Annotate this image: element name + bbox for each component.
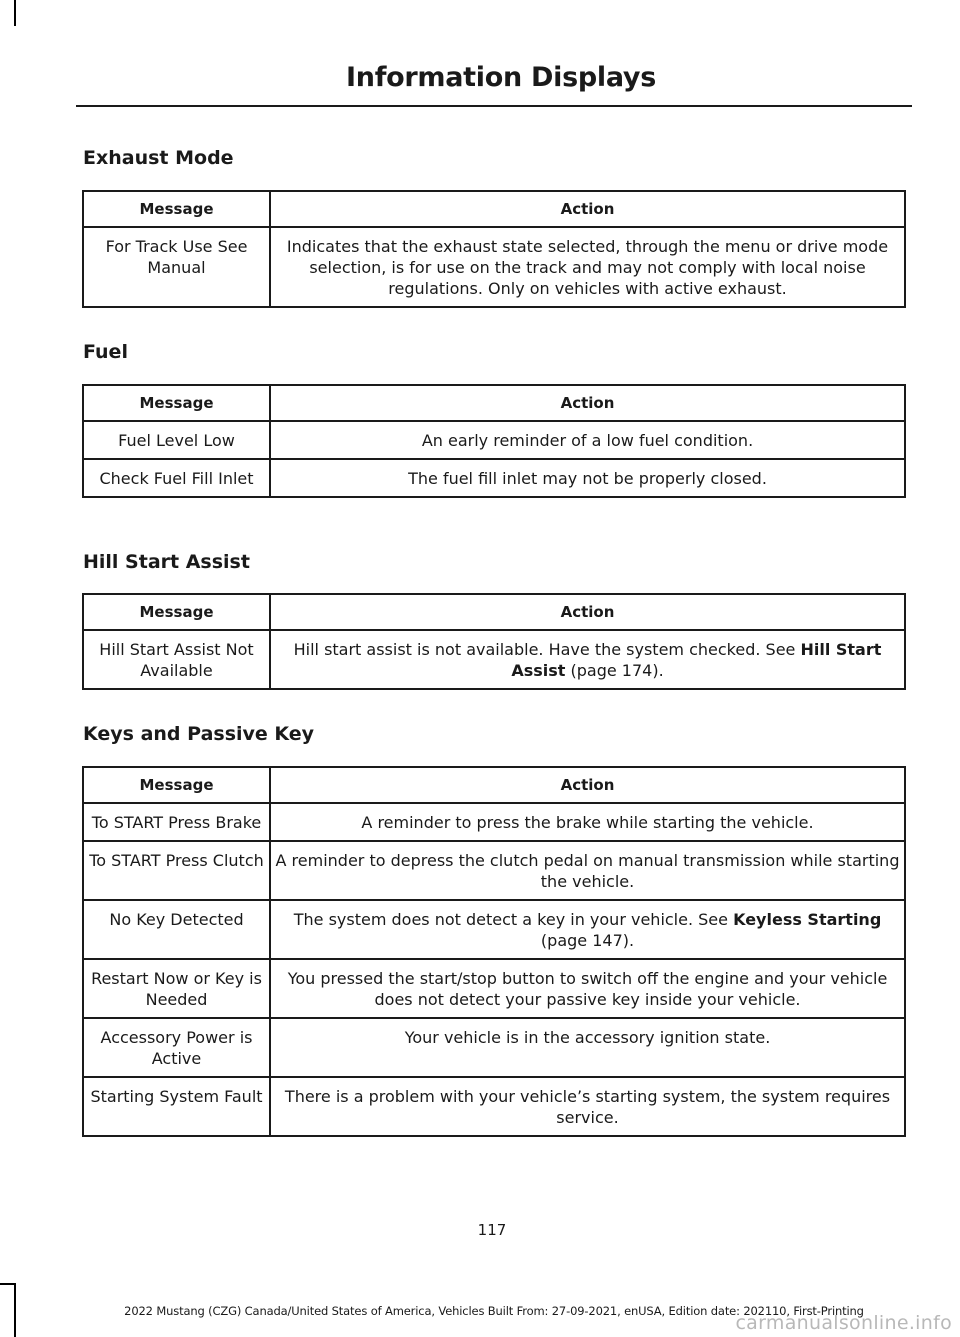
page-reference: (page 174). <box>565 661 664 680</box>
footer-text: 2022 Mustang (CZG) Canada/United States of America, Vehicles Built From: 27-09-2021, enUSA, Edition date: 202110, First-Printing <box>124 1304 864 1318</box>
message-cell: Starting System Fault <box>83 1077 270 1136</box>
table-row <box>83 1018 905 1077</box>
message-cell: For Track Use See Manual <box>83 227 270 307</box>
section-heading-exhaust-mode: Exhaust Mode <box>83 147 234 169</box>
crop-mark-top-left <box>14 0 16 26</box>
column-header-message: Message <box>83 385 270 421</box>
cross-reference-link[interactable]: Hill Start Assist <box>511 640 882 680</box>
table-header-row <box>83 767 905 803</box>
action-cell <box>270 630 905 689</box>
hill-start-assist-table <box>82 593 906 690</box>
message-cell: To START Press Brake <box>83 803 270 841</box>
column-header-action: Action <box>270 191 905 227</box>
column-header-message: Message <box>83 191 270 227</box>
section-heading-keys: Keys and Passive Key <box>83 723 315 745</box>
table-row <box>83 900 905 959</box>
exhaust-mode-table <box>82 190 906 308</box>
section-heading-hill-start-assist: Hill Start Assist <box>83 551 250 573</box>
action-text: The system does not detect a key in your vehicle. See <box>293 910 734 929</box>
message-cell: Hill Start Assist Not Available <box>83 630 270 689</box>
page-reference: (page 147). <box>540 931 635 950</box>
table-header-row <box>83 594 905 630</box>
table-row <box>83 841 905 900</box>
action-cell <box>270 900 905 959</box>
message-cell: Check Fuel Fill Inlet <box>83 459 270 497</box>
action-cell: The fuel fill inlet may not be properly closed. <box>270 459 905 497</box>
table-row <box>83 1077 905 1136</box>
message-cell: Fuel Level Low <box>83 421 270 459</box>
fuel-table <box>82 384 906 498</box>
message-cell: Accessory Power is Active <box>83 1018 270 1077</box>
action-cell: You pressed the start/stop button to switch off the engine and your vehicle does not detect your passive key inside your vehicle. <box>270 959 905 1018</box>
message-cell: No Key Detected <box>83 900 270 959</box>
action-cell: Your vehicle is in the accessory ignition state. <box>270 1018 905 1077</box>
section-heading-fuel: Fuel <box>83 341 128 363</box>
message-cell: To START Press Clutch <box>83 841 270 900</box>
column-header-action: Action <box>270 385 905 421</box>
table-header-row <box>83 385 905 421</box>
page-title: Information Displays <box>346 62 656 93</box>
keys-table <box>82 766 906 1137</box>
table-row <box>83 421 905 459</box>
table-row <box>83 459 905 497</box>
table-row <box>83 959 905 1018</box>
table-header-row <box>83 191 905 227</box>
cross-reference-link[interactable]: Keyless Starting <box>733 910 882 929</box>
table-row <box>83 227 905 307</box>
column-header-action: Action <box>270 594 905 630</box>
table-row <box>83 630 905 689</box>
table-row <box>83 803 905 841</box>
message-cell: Restart Now or Key is Needed <box>83 959 270 1018</box>
action-text: Hill start assist is not available. Have the system checked. See <box>293 640 801 659</box>
page-number: 117 <box>477 1221 507 1239</box>
column-header-action: Action <box>270 767 905 803</box>
action-cell: Indicates that the exhaust state selected, through the menu or drive mode selection, is for use on the track and may not comply with local noise regulations. Only on vehicles with active exhaust. <box>270 227 905 307</box>
crop-mark-bottom-left-horizontal <box>0 1283 16 1285</box>
column-header-message: Message <box>83 594 270 630</box>
watermark: carmanualsonline.info <box>735 1312 952 1334</box>
action-cell: There is a problem with your vehicle’s starting system, the system requires service. <box>270 1077 905 1136</box>
action-cell: A reminder to depress the clutch pedal on manual transmission while starting the vehicle. <box>270 841 905 900</box>
action-cell: A reminder to press the brake while starting the vehicle. <box>270 803 905 841</box>
action-cell: An early reminder of a low fuel condition. <box>270 421 905 459</box>
header-divider <box>76 105 912 107</box>
column-header-message: Message <box>83 767 270 803</box>
